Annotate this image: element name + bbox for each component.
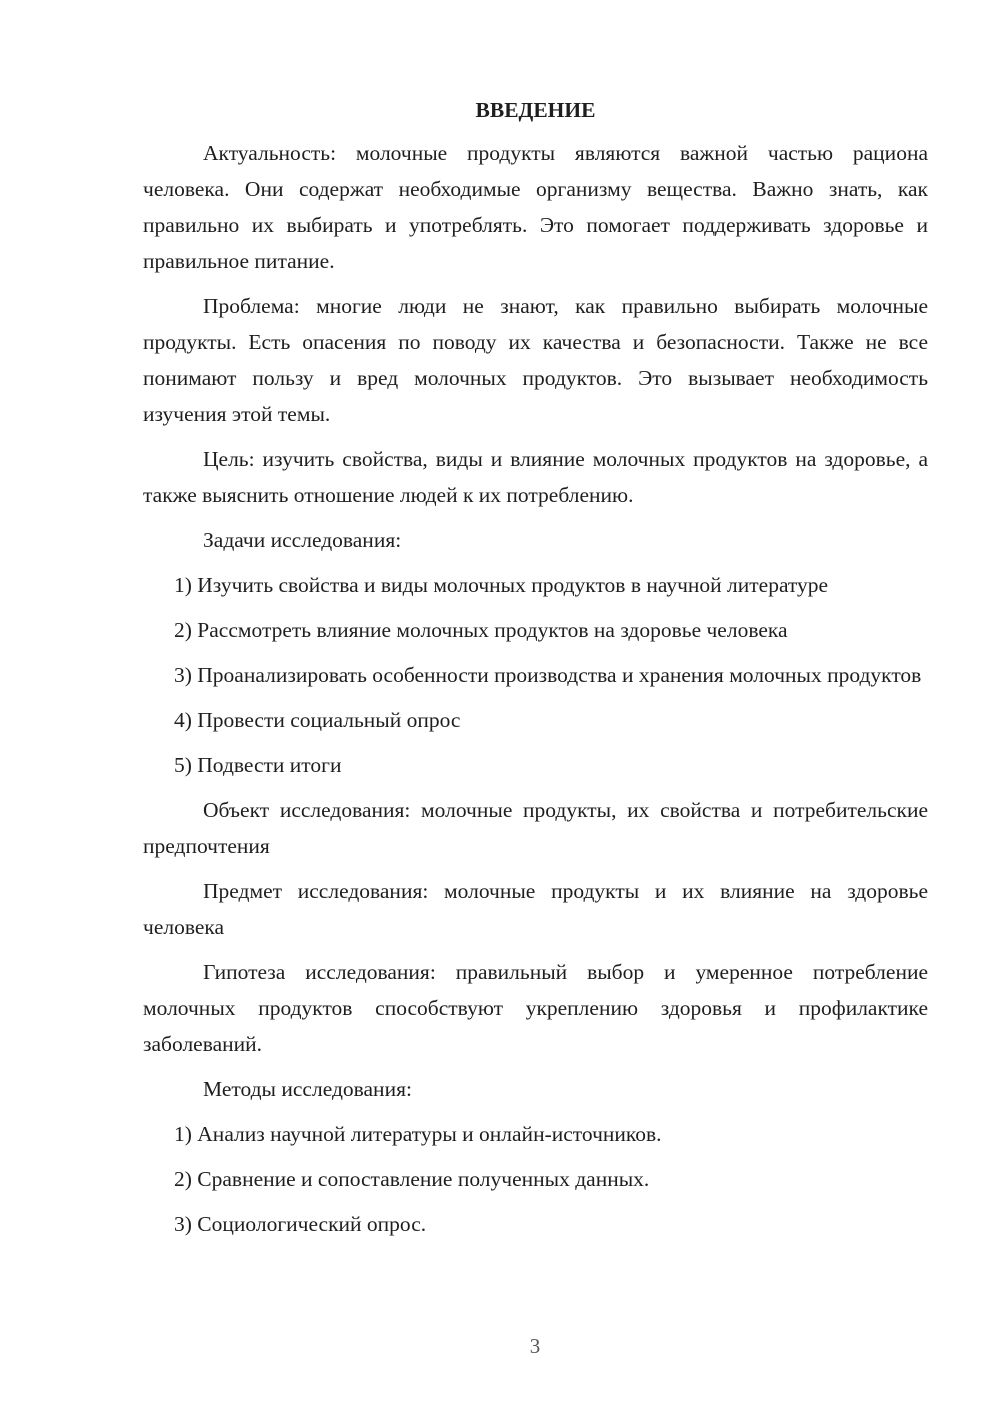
methods-heading: Методы исследования: [203, 1077, 412, 1101]
goal-paragraph: Цель: изучить свойства, виды и влияние молочных продуктов на здоровье, а также выяснить отношение людей к их потреблению. [143, 447, 928, 507]
task-item: 2) Рассмотреть влияние молочных продуктов на здоровье человека [174, 618, 788, 642]
task-item: 5) Подвести итоги [174, 753, 342, 777]
subject-paragraph: Предмет исследования: молочные продукты и их влияние на здоровье человека [143, 879, 928, 939]
problem-paragraph: Проблема: многие люди не знают, как правильно выбирать молочные продукты. Есть опасения по поводу их качества и безопасности. Также не все понимают пользу и вред молочных продуктов. Это вызывает необходимость изучения этой темы. [143, 294, 928, 426]
tasks-heading: Задачи исследования: [203, 528, 402, 552]
method-item: 1) Анализ научной литературы и онлайн-источников. [174, 1122, 662, 1146]
relevance-paragraph: Актуальность: молочные продукты являются важной частью рациона человека. Они содержат необходимые организму вещества. Важно знать, как правильно их выбирать и употреблять. Это помогает поддерживать здоровье и правильное питание. [143, 141, 928, 273]
page-number: 3 [529, 1334, 541, 1358]
method-item: 2) Сравнение и сопоставление полученных данных. [174, 1167, 650, 1191]
task-item: 4) Провести социальный опрос [174, 708, 461, 732]
document-page [143, 92, 928, 1251]
object-paragraph: Объект исследования: молочные продукты, их свойства и потребительские предпочтения [143, 798, 928, 858]
page-title: ВВЕДЕНИЕ [475, 98, 596, 122]
task-item: 1) Изучить свойства и виды молочных продуктов в научной литературе [174, 573, 829, 597]
task-item: 3) Проанализировать особенности производства и хранения молочных продуктов [174, 663, 922, 687]
method-item: 3) Социологический опрос. [174, 1212, 427, 1236]
hypothesis-paragraph: Гипотеза исследования: правильный выбор и умеренное потребление молочных продуктов способствуют укреплению здоровья и профилактике заболеваний. [143, 960, 928, 1056]
